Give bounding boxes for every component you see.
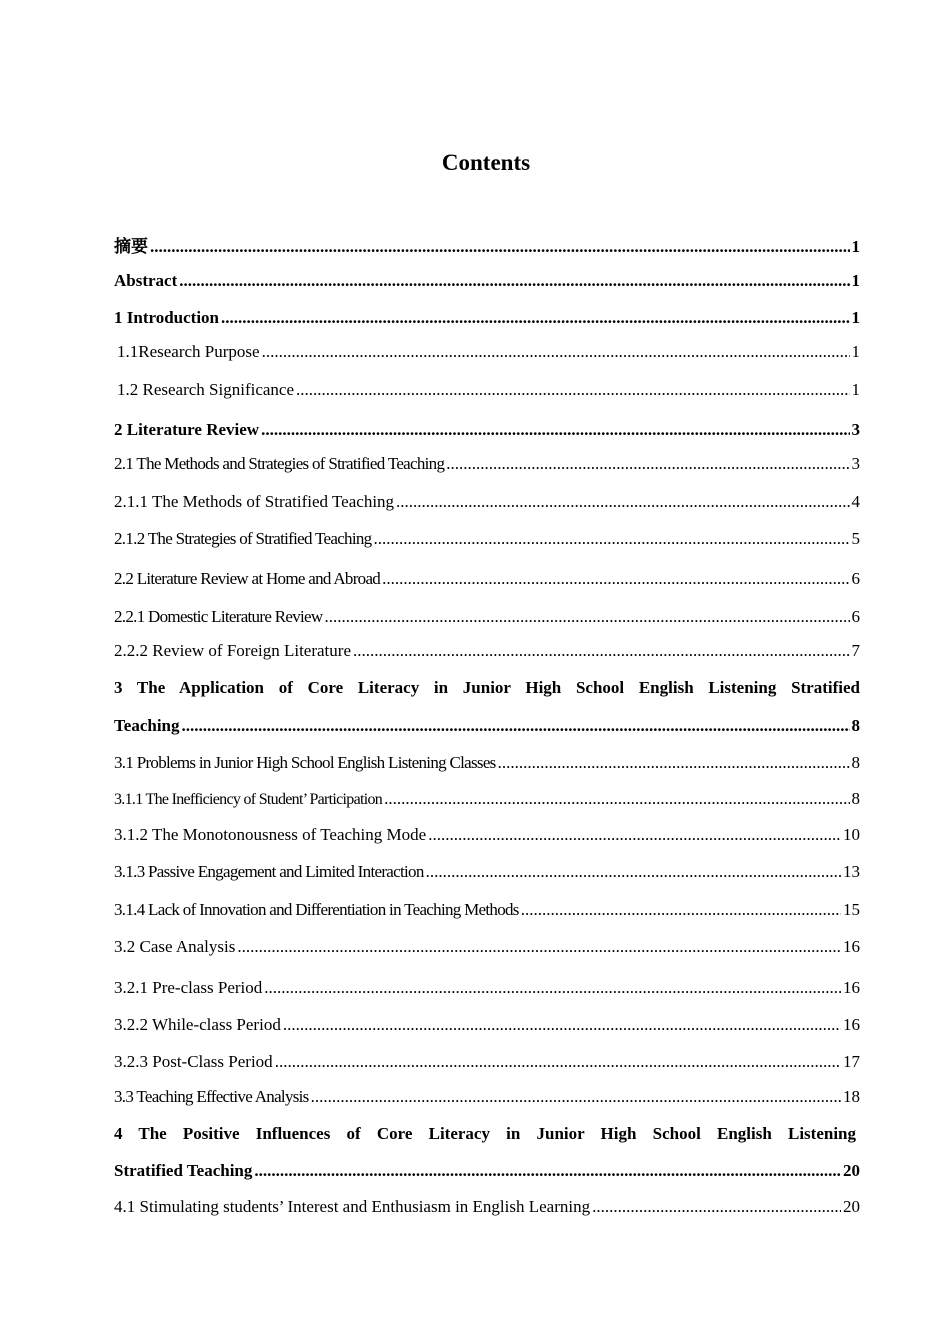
toc-entry-title: 3.2 Case Analysis — [114, 937, 236, 956]
toc-entry-title: 3.2.3 Post-Class Period — [114, 1052, 273, 1071]
toc-entry-3-2[interactable] — [114, 937, 860, 963]
toc-entry-title: 3.1.4 Lack of Innovation and Differentiation in Teaching Methods — [114, 900, 519, 919]
toc-page-number: 17 — [843, 1052, 860, 1071]
toc-entry-chapter-4[interactable] — [114, 1124, 856, 1150]
toc-page-number: 10 — [843, 825, 860, 844]
toc-page-number: 15 — [843, 900, 860, 919]
toc-entry-3-1[interactable] — [114, 753, 860, 779]
toc-page-number: 20 — [843, 1161, 860, 1180]
toc-entry-title: 2.2.2 Review of Foreign Literature — [114, 641, 351, 660]
toc-entry-chapter-3-cont[interactable] — [114, 716, 860, 742]
toc-page-number: 6 — [851, 569, 860, 588]
toc-entry-title: 3.3 Teaching Effective Analysis — [114, 1087, 309, 1106]
toc-entry-title: 2.1.2 The Strategies of Stratified Teaching — [114, 529, 372, 548]
toc-entry-title: 3.2.2 While-class Period — [114, 1015, 281, 1034]
dot-leader — [237, 937, 841, 957]
toc-page-number: 20 — [843, 1197, 860, 1216]
toc-entry-1-1[interactable] — [114, 342, 860, 368]
toc-entry-2-1[interactable] — [114, 454, 860, 480]
dot-leader — [521, 900, 841, 920]
page-title: Contents — [441, 150, 531, 175]
toc-entry-title: 3.1.3 Passive Engagement and Limited Interaction — [114, 862, 424, 881]
toc-entry-title: 2.2.1 Domestic Literature Review — [114, 607, 323, 626]
dot-leader — [592, 1197, 841, 1217]
toc-entry-3-2-2[interactable] — [114, 1015, 860, 1041]
toc-entry-title: 1.2 Research Significance — [117, 380, 295, 399]
toc-page-number: 16 — [843, 1015, 860, 1034]
toc-entry-title-line2: Teaching — [114, 716, 180, 735]
toc-entry-title: 2.1 The Methods and Strategies of Stratified Teaching — [114, 454, 445, 473]
toc-entry-title: 2.1.1 The Methods of Stratified Teaching — [114, 492, 395, 511]
dot-leader — [275, 1052, 841, 1072]
dot-leader — [498, 753, 850, 773]
toc-entry-2-2-2[interactable] — [114, 641, 860, 667]
toc-entry-2-1-2[interactable] — [114, 529, 860, 555]
dot-leader — [353, 641, 850, 661]
toc-entry-3-3[interactable] — [114, 1087, 860, 1113]
toc-entry-title: 3.1 Problems in Junior High School English Listening Classes — [114, 753, 496, 772]
toc-page-number: 1 — [851, 308, 860, 327]
toc-entry-title: 1.1Research Purpose — [117, 342, 260, 361]
dot-leader — [264, 978, 841, 998]
toc-page-number: 1 — [851, 380, 860, 399]
dot-leader — [262, 342, 850, 362]
toc-page-number: 1 — [851, 237, 860, 256]
toc-entry-title-line1: 4 The Positive Influences of Core Literacy in Junior High School English Listening — [114, 1124, 856, 1143]
toc-page-number: 8 — [851, 753, 860, 772]
dot-leader — [296, 380, 849, 400]
dot-leader — [446, 454, 849, 474]
toc-entry-title: 3.1.2 The Monotonousness of Teaching Mode — [114, 825, 427, 844]
dot-leader — [311, 1087, 841, 1107]
toc-page-number: 7 — [851, 641, 860, 660]
toc-page-number: 1 — [851, 342, 860, 361]
toc-entry-literature-review[interactable] — [114, 420, 860, 446]
toc-entry-title-line2: Stratified Teaching — [114, 1161, 253, 1180]
dot-leader — [324, 607, 849, 627]
toc-page-number: 3 — [851, 454, 860, 473]
toc-entry-title: 3.1.1 The Inefficiency of Student’ Participation — [114, 791, 383, 808]
toc-entry-3-1-1[interactable] — [114, 789, 860, 815]
dot-leader — [382, 569, 849, 589]
toc-entry-title: 3.2.1 Pre-class Period — [114, 978, 263, 997]
toc-entry-3-1-3[interactable] — [114, 862, 860, 888]
toc-entry-abstract[interactable] — [114, 271, 860, 297]
toc-entry-abstract-cn[interactable] — [114, 232, 860, 258]
toc-entry-title: Abstract — [114, 271, 178, 290]
dot-leader — [373, 529, 849, 549]
toc-entry-2-2-1[interactable] — [114, 607, 860, 633]
toc-entry-title: 1 Introduction — [114, 308, 220, 327]
dot-leader — [283, 1015, 841, 1035]
toc-page-number: 13 — [843, 862, 860, 881]
dot-leader — [426, 862, 841, 882]
toc-page-number: 8 — [851, 789, 860, 808]
toc-entry-title: 4.1 Stimulating students’ Interest and Enthusiasm in English Learning — [114, 1197, 591, 1216]
dot-leader — [261, 420, 849, 440]
dot-leader — [179, 271, 849, 291]
toc-page-number: 1 — [851, 271, 860, 290]
toc-page-number: 4 — [851, 492, 860, 511]
toc-page-number: 3 — [851, 420, 860, 439]
dot-leader — [221, 308, 849, 328]
toc-page-number: 5 — [851, 529, 860, 548]
toc-entry-introduction[interactable] — [114, 308, 860, 334]
dot-leader — [150, 237, 850, 257]
toc-entry-title: 摘要 — [114, 237, 148, 256]
toc-entry-1-2[interactable] — [114, 380, 860, 406]
dot-leader — [384, 789, 849, 809]
toc-entry-3-1-2[interactable] — [114, 825, 860, 851]
toc-entry-chapter-3[interactable] — [114, 678, 860, 704]
toc-page-number: 16 — [843, 978, 860, 997]
dot-leader — [254, 1161, 841, 1181]
toc-page-number: 6 — [851, 607, 860, 626]
toc-page-number: 16 — [843, 937, 860, 956]
toc-entry-chapter-4-cont[interactable] — [114, 1161, 860, 1187]
dot-leader — [396, 492, 849, 512]
toc-entry-3-2-3[interactable] — [114, 1052, 860, 1078]
toc-entry-3-1-4[interactable] — [114, 900, 860, 926]
toc-entry-2-2[interactable] — [114, 569, 860, 595]
toc-page-number: 8 — [851, 716, 860, 735]
toc-entry-4-1[interactable] — [114, 1197, 860, 1223]
toc-entry-2-1-1[interactable] — [114, 492, 860, 518]
dot-leader — [428, 825, 841, 845]
toc-entry-title: 2.2 Literature Review at Home and Abroad — [114, 569, 381, 588]
toc-page-number: 18 — [843, 1087, 860, 1106]
dot-leader — [182, 716, 850, 736]
toc-entry-title: 2 Literature Review — [114, 420, 260, 439]
toc-entry-3-2-1[interactable] — [114, 978, 860, 1004]
toc-entry-title-line1: 3 The Application of Core Literacy in Junior High School English Listening Stratified — [114, 678, 860, 697]
